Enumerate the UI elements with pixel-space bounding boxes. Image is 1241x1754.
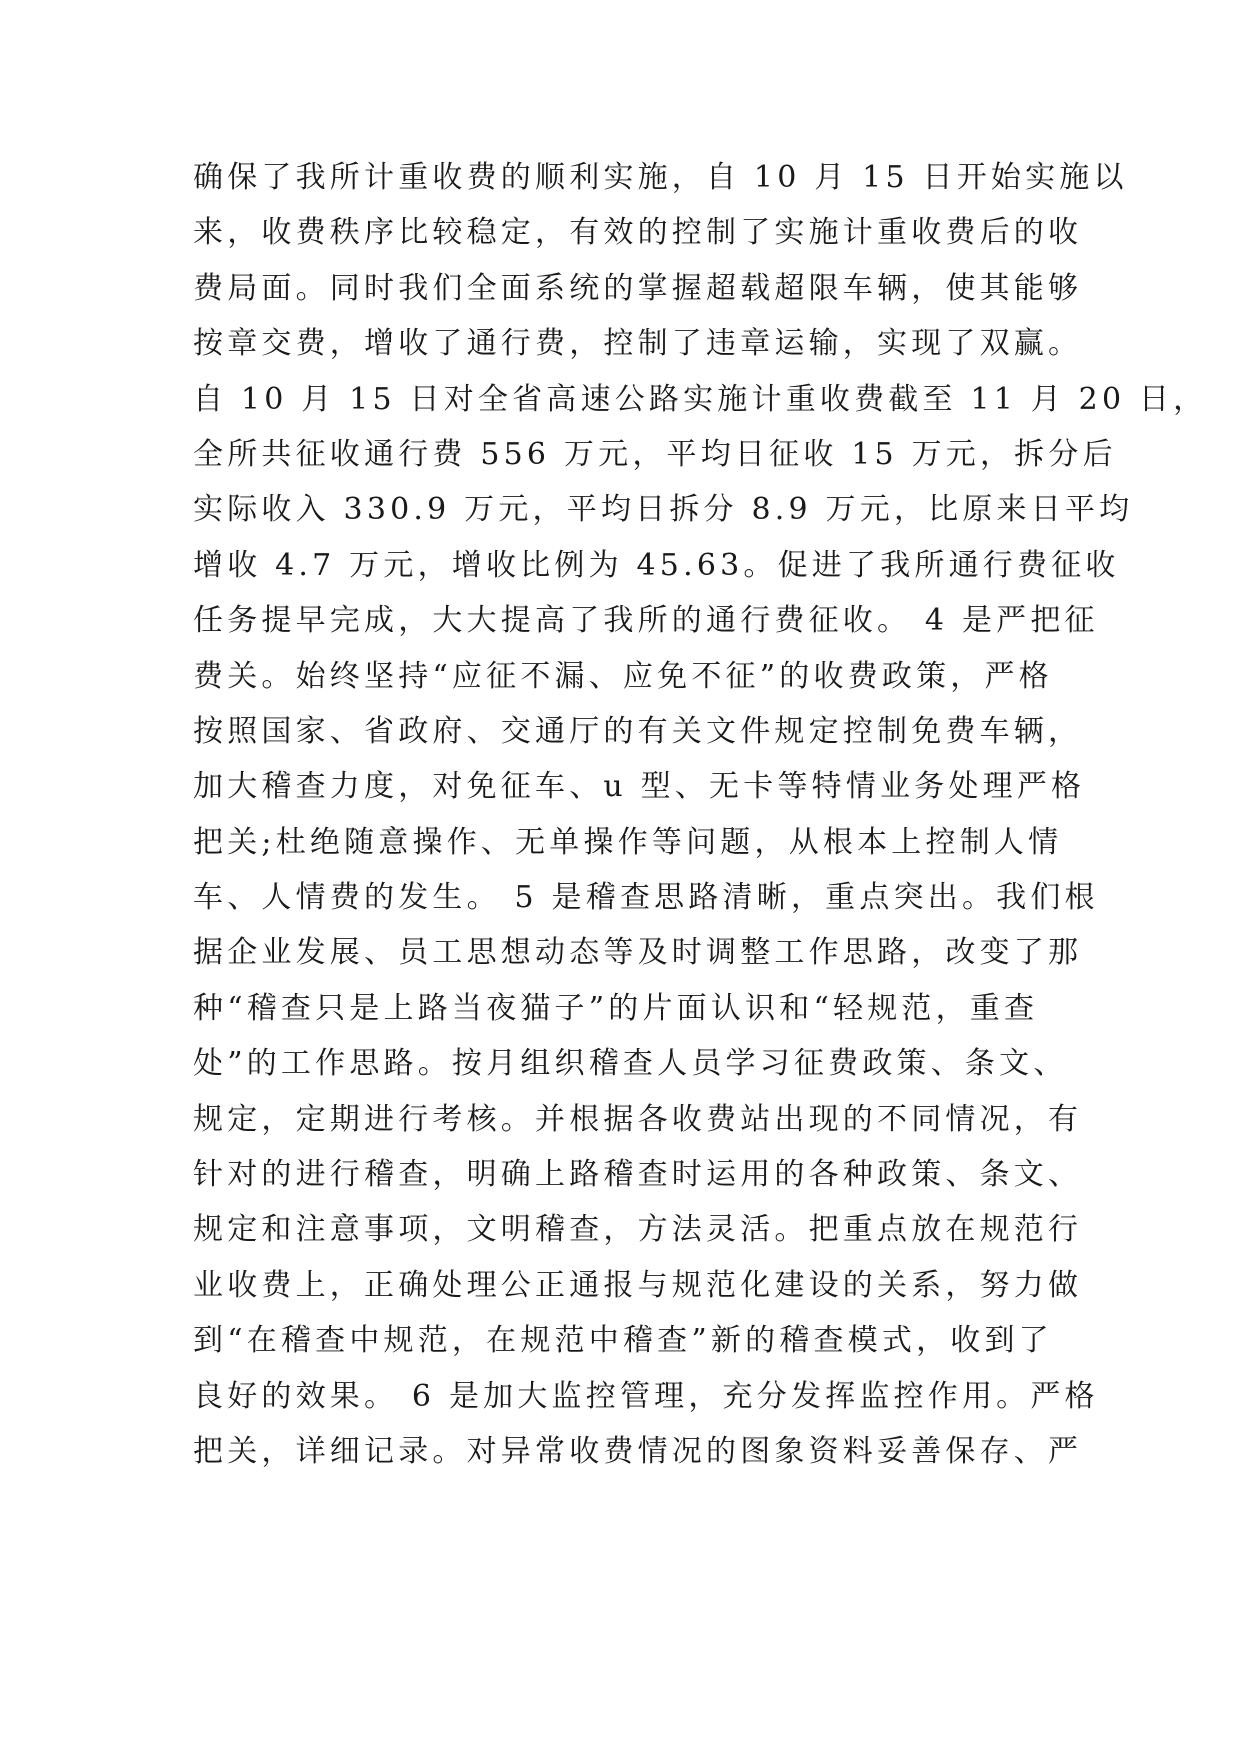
text-line: 实际收入 330.9 万元，平均日拆分 8.9 万元，比原来日平均: [193, 492, 1134, 528]
text-line: 增收 4.7 万元，增收比例为 45.63。促进了我所通行费征收: [193, 547, 1120, 583]
text-line: 把关;杜绝随意操作、无单操作等问题，从根本上控制人情: [193, 824, 1063, 860]
text-line: 任务提早完成，大大提高了我所的通行费征收。 4 是严把征: [193, 603, 1099, 639]
text-line: 据企业发展、员工思想动态等及时调整工作思路，改变了那: [193, 935, 1083, 971]
text-line: 全所共征收通行费 556 万元，平均日征收 15 万元，拆分后: [193, 436, 1117, 472]
text-line: 费局面。同时我们全面系统的掌握超载超限车辆，使其能够: [193, 270, 1083, 306]
text-line: 费关。始终坚持“应征不漏、应免不征”的收费政策，严格: [193, 658, 1053, 694]
text-line: 按章交费，增收了通行费，控制了违章运输，实现了双赢。: [193, 326, 1083, 362]
text-line: 把关，详细记录。对异常收费情况的图象资料妥善保存、严: [193, 1433, 1083, 1469]
text-line: 处”的工作思路。按月组织稽查人员学习征费政策、条文、: [193, 1046, 1068, 1082]
text-line: 到“在稽查中规范，在规范中稽查”新的稽查模式，收到了: [193, 1323, 1053, 1359]
text-line: 规定，定期进行考核。并根据各收费站出现的不同情况，有: [193, 1101, 1083, 1137]
text-line: 规定和注意事项，文明稽查，方法灵活。把重点放在规范行: [193, 1212, 1083, 1248]
text-line: 业收费上，正确处理公正通报与规范化建设的关系，努力做: [193, 1267, 1083, 1303]
text-line: 自 10 月 15 日对全省高速公路实施计重收费截至 11 月 20 日，: [193, 381, 1208, 417]
text-line: 按照国家、省政府、交通厅的有关文件规定控制免费车辆，: [193, 713, 1083, 749]
text-line: 良好的效果。 6 是加大监控管理，充分发挥监控作用。严格: [193, 1378, 1099, 1414]
text-line: 车、人情费的发生。 5 是稽查思路清晰，重点突出。我们根: [193, 880, 1099, 916]
body-text: [193, 150, 1208, 1479]
text-line: 加大稽查力度，对免征车、u 型、无卡等特情业务处理严格: [193, 769, 1086, 805]
text-line: 确保了我所计重收费的顺利实施，自 10 月 15 日开始实施以: [193, 160, 1128, 195]
text-line: 来，收费秩序比较稳定，有效的控制了实施计重收费后的收: [193, 215, 1083, 251]
text-line: 针对的进行稽查，明确上路稽查时运用的各种政策、条文、: [193, 1157, 1083, 1193]
text-line: 种“稽查只是上路当夜猫子”的片面认识和“轻规范，重查: [193, 990, 1039, 1026]
